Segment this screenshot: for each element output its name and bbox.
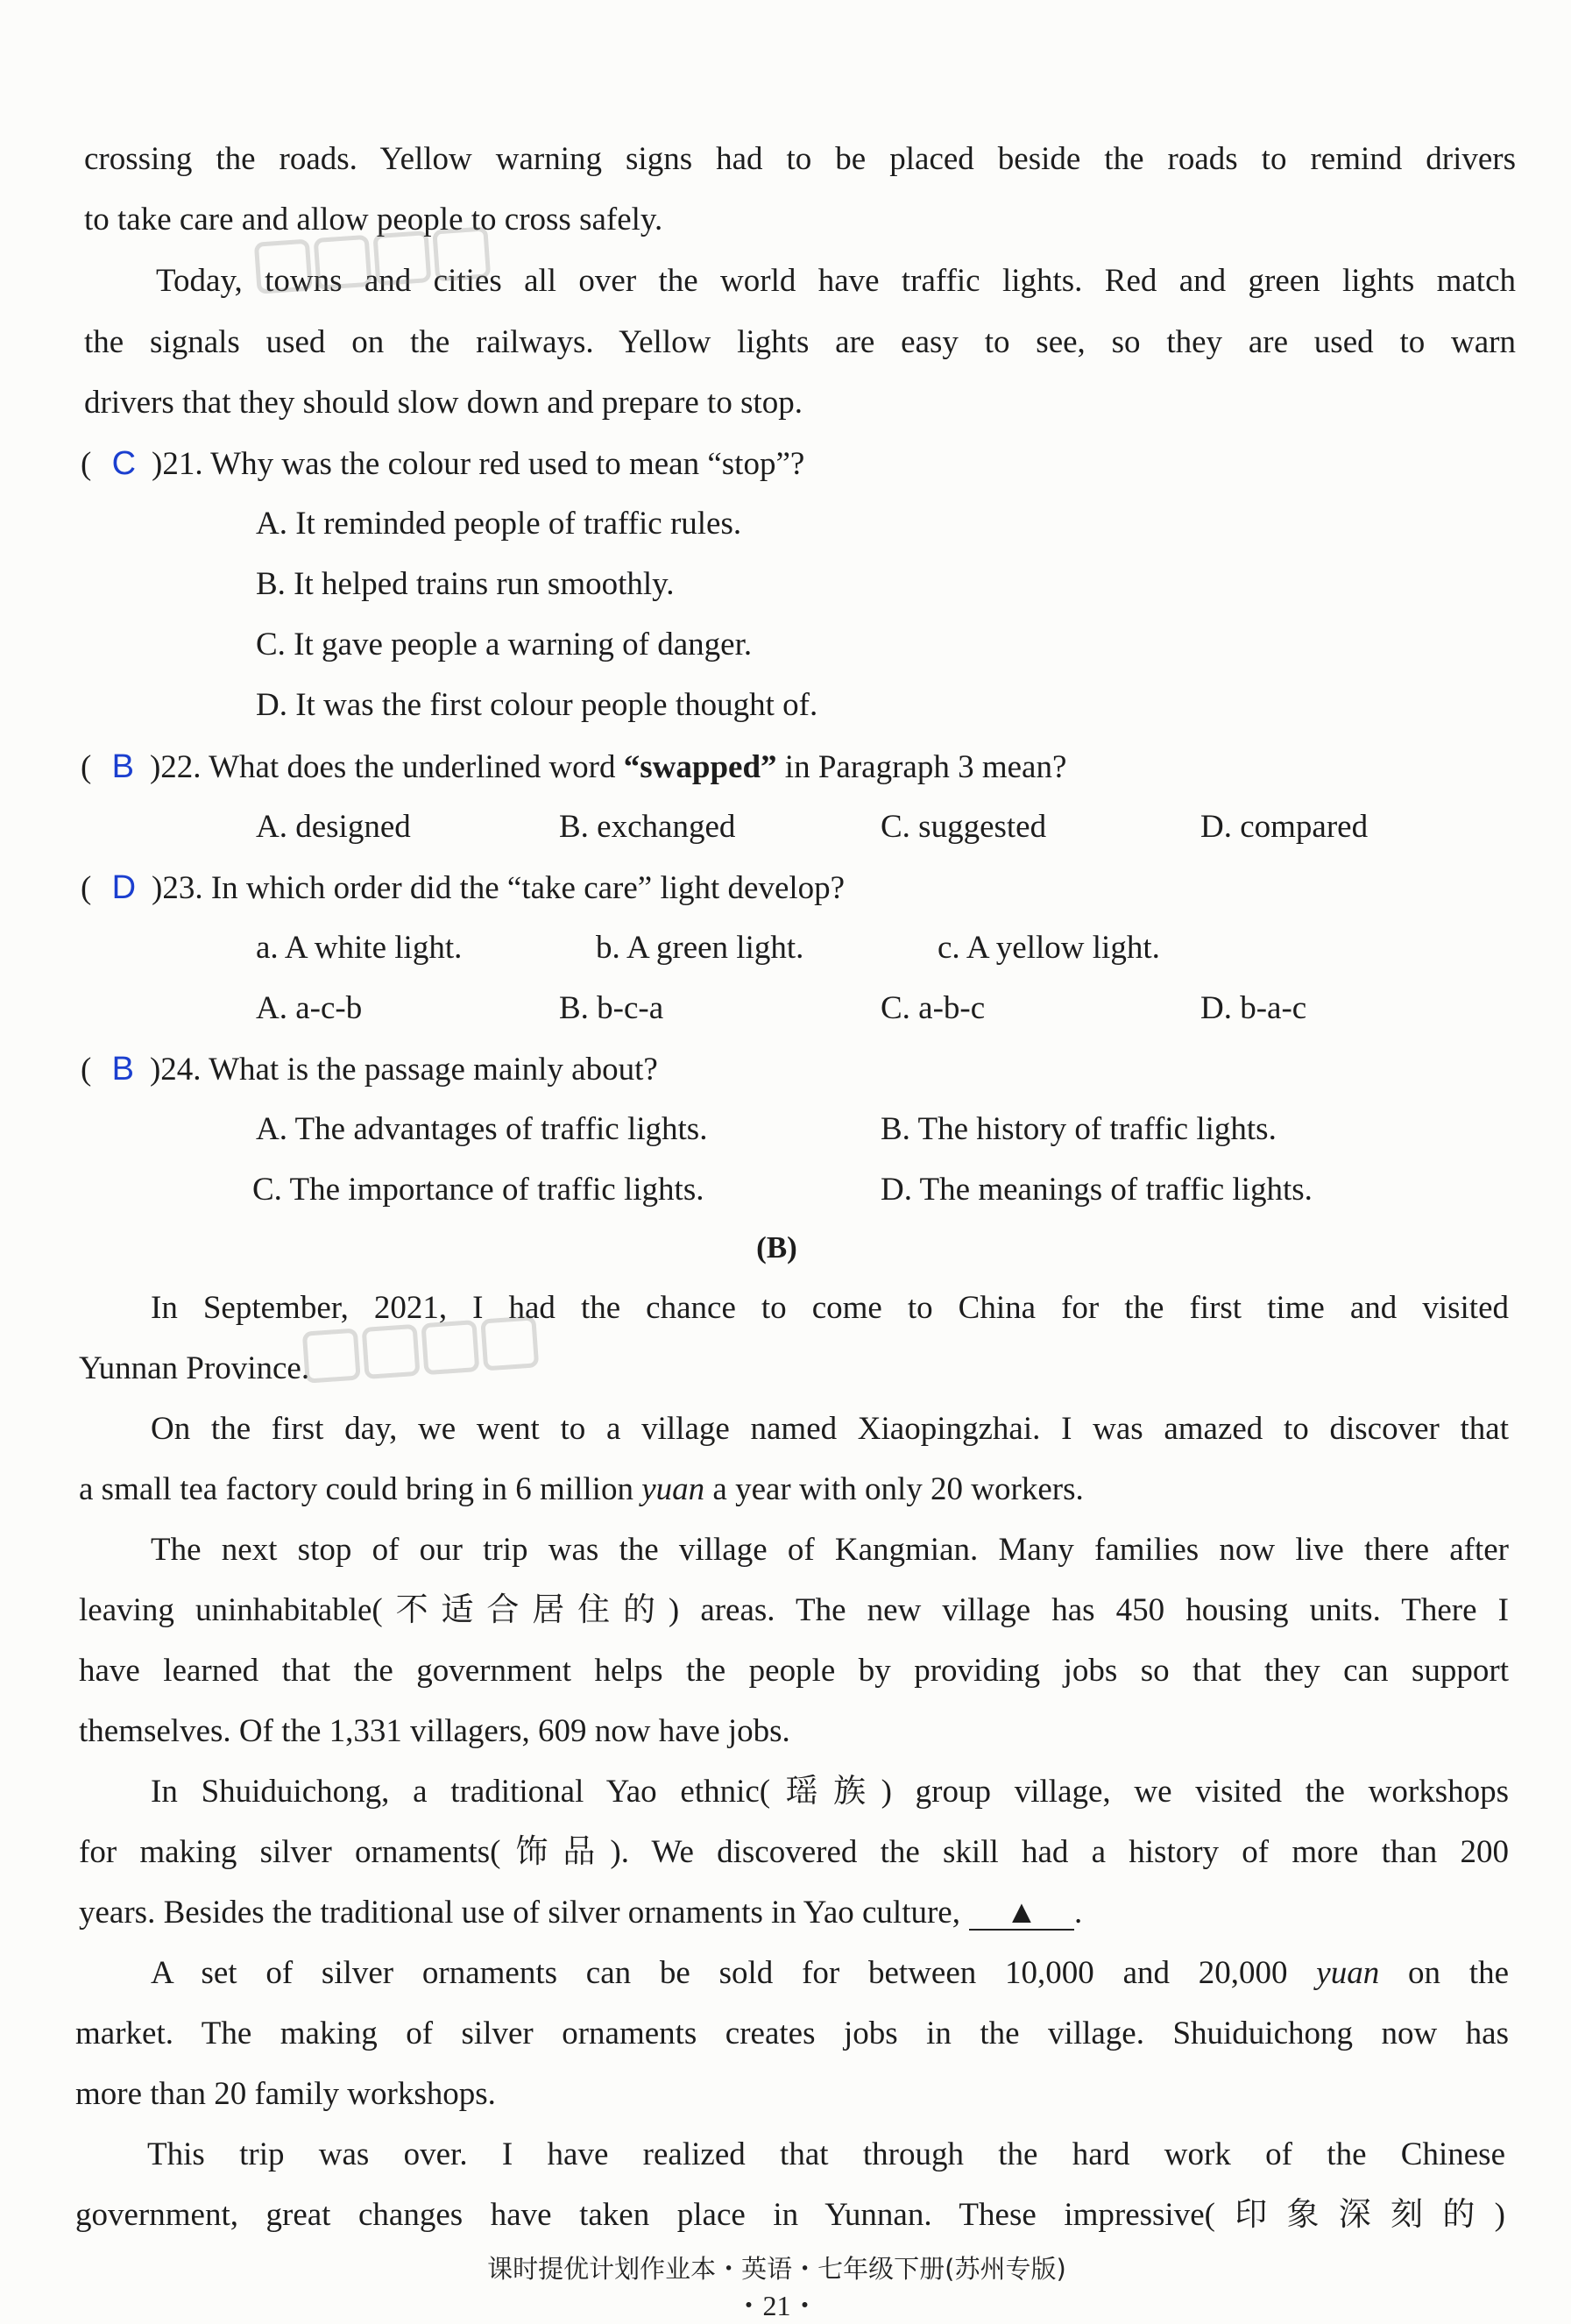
sub-item-a: a. A white light. <box>256 930 463 966</box>
option-b: B. The history of traffic lights. <box>881 1111 1277 1147</box>
passage-a-line: to take care and allow people to cross safely. <box>84 202 663 237</box>
italic-word: yuan <box>641 1471 705 1507</box>
sub-item-b: b. A green light. <box>596 930 804 966</box>
option-c: C. a-b-c <box>881 990 986 1026</box>
passage-b-line: The next stop of our trip was the village of Kangmian. Many families now live there after <box>151 1532 1509 1568</box>
passage-b-line: leaving uninhabitable(不适合居住的) areas. The new village has 450 housing units. There I <box>79 1592 1509 1628</box>
passage-b-line: themselves. Of the 1,331 villagers, 609 now have jobs. <box>79 1713 790 1749</box>
option-d: D. It was the first colour people thought of. <box>256 687 818 723</box>
option-c: C. suggested <box>881 809 1047 845</box>
passage-a-line: the signals used on the railways. Yellow lights are easy to see, so they are used to warn <box>84 324 1516 360</box>
answer-mark: C <box>111 445 137 482</box>
answer-mark: B <box>111 748 134 785</box>
question-stem: )21. Why was the colour red used to mean “stop”? <box>152 446 805 482</box>
option-a: A. The advantages of traffic lights. <box>256 1111 708 1147</box>
italic-word: yuan <box>1316 1955 1380 1991</box>
passage-b-line: On the first day, we went to a village named Xiaopingzhai. I was amazed to discover that <box>151 1411 1509 1447</box>
question-stem: )23. In which order did the “take care” light develop? <box>152 870 846 906</box>
passage-b-line: more than 20 family workshops. <box>75 2076 496 2112</box>
answer-mark: D <box>111 869 137 906</box>
passage-b-line <box>79 1470 1084 1510</box>
question-stem: )24. What is the passage mainly about? <box>149 1052 658 1088</box>
footer-book-title: 课时提优计划作业本・英语・七年级下册(苏州专版) <box>487 2254 1066 2284</box>
option-c: C. The importance of traffic lights. <box>252 1172 704 1208</box>
period: . <box>1073 1895 1083 1931</box>
option-a: A. It reminded people of traffic rules. <box>256 506 742 542</box>
question-stem: )22. What does the underlined word <box>149 749 624 785</box>
text-run: on the <box>1379 1955 1509 1991</box>
question-22 <box>81 747 1066 788</box>
option-d: D. compared <box>1200 809 1369 845</box>
underlined-word: “swapped” <box>623 749 777 785</box>
answer-blank[interactable]: ▲ <box>969 1897 1074 1931</box>
open-paren: ( <box>81 1052 92 1088</box>
passage-b-line: for making silver ornaments(饰品). We discovered the skill had a history of more than 200 <box>79 1834 1509 1870</box>
passage-a-line: drivers that they should slow down and prepare to stop. <box>84 385 803 421</box>
sub-item-c: c. A yellow light. <box>938 930 1160 966</box>
question-21 <box>81 443 804 485</box>
text-run: a year with only 20 workers. <box>704 1471 1084 1507</box>
section-b-title: (B) <box>756 1230 797 1265</box>
passage-a-line: Today, towns and cities all over the world have traffic lights. Red and green lights match <box>156 263 1516 299</box>
option-a: A. a-c-b <box>256 990 363 1026</box>
passage-b-line: In Shuiduichong, a traditional Yao ethnic(瑶族) group village, we visited the workshops <box>151 1774 1509 1810</box>
question-24 <box>81 1049 658 1090</box>
option-b: B. exchanged <box>559 809 736 845</box>
text-run: a small tea factory could bring in 6 million <box>79 1471 642 1507</box>
passage-b-line: government, great changes have taken place in Yunnan. These impressive(印象深刻的) <box>75 2197 1505 2233</box>
passage-b-line: Yunnan Province. <box>79 1350 310 1386</box>
passage-b-line <box>151 1953 1509 1994</box>
option-d: D. The meanings of traffic lights. <box>881 1172 1313 1208</box>
text-run: years. Besides the traditional use of silver ornaments in Yao culture, <box>79 1895 960 1931</box>
open-paren: ( <box>81 446 92 482</box>
passage-b-line: This trip was over. I have realized that through the hard work of the Chinese <box>147 2136 1505 2172</box>
page-number: ・21・ <box>734 2290 819 2321</box>
option-a: A. designed <box>256 809 411 845</box>
answer-mark: B <box>111 1051 134 1088</box>
passage-b-line <box>79 1893 1082 1933</box>
open-paren: ( <box>81 749 92 785</box>
passage-a-line: crossing the roads. Yellow warning signs had to be placed beside the roads to remind drivers <box>84 141 1516 177</box>
open-paren: ( <box>81 870 92 906</box>
option-b: B. b-c-a <box>559 990 664 1026</box>
passage-b-line: market. The making of silver ornaments creates jobs in the village. Shuiduichong now has <box>75 2016 1509 2051</box>
option-c: C. It gave people a warning of danger. <box>256 627 753 662</box>
option-d: D. b-a-c <box>1200 990 1307 1026</box>
option-b: B. It helped trains run smoothly. <box>256 566 675 602</box>
text-run: A set of silver ornaments can be sold for between 10,000 and 20,000 <box>151 1955 1317 1991</box>
passage-b-line: have learned that the government helps the people by providing jobs so that they can support <box>79 1653 1509 1689</box>
passage-b-line: In September, 2021, I had the chance to come to China for the first time and visited <box>151 1290 1509 1326</box>
question-stem-end: in Paragraph 3 mean? <box>776 749 1067 785</box>
question-23 <box>81 868 845 909</box>
